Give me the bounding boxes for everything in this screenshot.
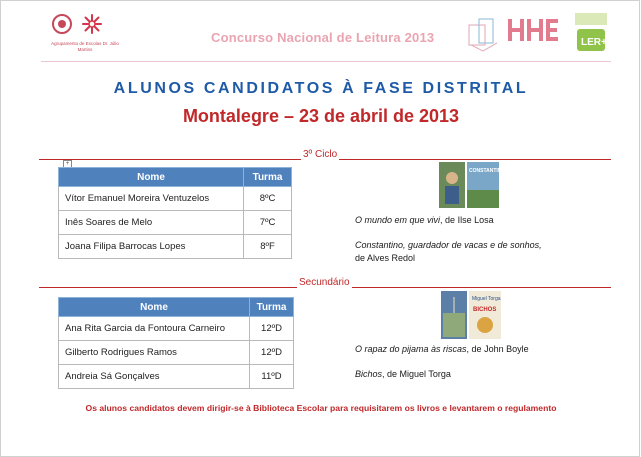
book-item xyxy=(355,369,451,379)
cover-title: BICHOS xyxy=(473,307,497,313)
students-table-3-ciclo xyxy=(58,167,292,259)
table-row xyxy=(59,235,292,259)
section-label-secundario: Secundário xyxy=(299,277,350,288)
book-title: O mundo em que vivi xyxy=(355,215,441,225)
ler-logo xyxy=(573,11,609,53)
table-row xyxy=(59,317,294,341)
book-sep: , de xyxy=(382,369,400,379)
book-cover-bichos xyxy=(441,291,501,339)
student-name: Vítor Emanuel Moreira Ventuzelos xyxy=(59,187,244,211)
table-move-handle-icon[interactable]: + xyxy=(63,160,72,169)
student-class: 7ºC xyxy=(244,211,292,235)
ler-plus-icon xyxy=(573,11,609,53)
student-class: 12ºD xyxy=(250,317,294,341)
column-header-name: Nome xyxy=(59,168,244,187)
section-label-3-ciclo: 3º Ciclo xyxy=(303,149,338,160)
book-covers-image-icon xyxy=(441,291,501,339)
student-class: 8ºC xyxy=(244,187,292,211)
table-row xyxy=(59,365,294,389)
header-divider xyxy=(41,61,611,62)
student-class: 12ºD xyxy=(250,341,294,365)
book-author: Miguel Torga xyxy=(399,369,451,379)
student-name: Gilberto Rodrigues Ramos xyxy=(59,341,250,365)
book-author: Ilse Losa xyxy=(457,215,494,225)
book-title: Bichos xyxy=(355,369,383,379)
book-item-author xyxy=(355,253,415,263)
event-subtitle: Montalegre – 23 de abril de 2013 xyxy=(182,106,460,126)
student-name: Inês Soares de Melo xyxy=(59,211,244,235)
book-sep: , de xyxy=(440,215,458,225)
student-name: Joana Filipa Barrocas Lopes xyxy=(59,235,244,259)
book-title: Constantino, guardador de vacas e de sonhos, xyxy=(355,240,542,250)
student-name: Ana Rita Garcia da Fontoura Carneiro xyxy=(59,317,250,341)
book-author: de Alves Redol xyxy=(355,253,416,263)
student-class: 11ºD xyxy=(250,365,294,389)
table-row xyxy=(59,341,294,365)
book-covers-image-icon xyxy=(439,162,506,208)
contest-title: Concurso Nacional de Leitura 2013 xyxy=(211,30,435,45)
student-name: Andreia Sá Gonçalves xyxy=(59,365,250,389)
book-item xyxy=(355,215,494,225)
book-item xyxy=(355,344,529,354)
column-header-class: Turma xyxy=(250,298,294,317)
book-author: John Boyle xyxy=(484,344,529,354)
table-row xyxy=(59,211,292,235)
page-title: ALUNOS CANDIDATOS À FASE DISTRITAL xyxy=(113,80,529,97)
reading-plan-logo-icon xyxy=(463,15,503,55)
snowflake-icon xyxy=(81,13,103,35)
rbe-logo-icon xyxy=(506,17,560,43)
book-item xyxy=(355,240,542,250)
notice-text: Os alunos candidatos devem dirigir-se à Biblioteca Escolar para requisitarem os livros e levantarem o regulamento xyxy=(85,403,557,413)
book-title: O rapaz do pijama às riscas xyxy=(355,344,467,354)
school-emblem-icon xyxy=(51,13,73,35)
cover-author: Miguel Torga xyxy=(472,296,501,302)
column-header-name: Nome xyxy=(59,298,250,317)
school-name: Agrupamento de Escolas Dr. Júlio Martins xyxy=(51,41,119,52)
ler-text: LER+ xyxy=(581,37,607,48)
book-cover-constantino xyxy=(439,162,506,208)
table-row xyxy=(59,187,292,211)
book-sep: , de xyxy=(466,344,485,354)
student-class: 8ºF xyxy=(244,235,292,259)
column-header-class: Turma xyxy=(244,168,292,187)
students-table-secundario xyxy=(58,297,294,389)
cover-title: CONSTANTINO xyxy=(469,168,506,174)
school-logo xyxy=(45,9,119,61)
